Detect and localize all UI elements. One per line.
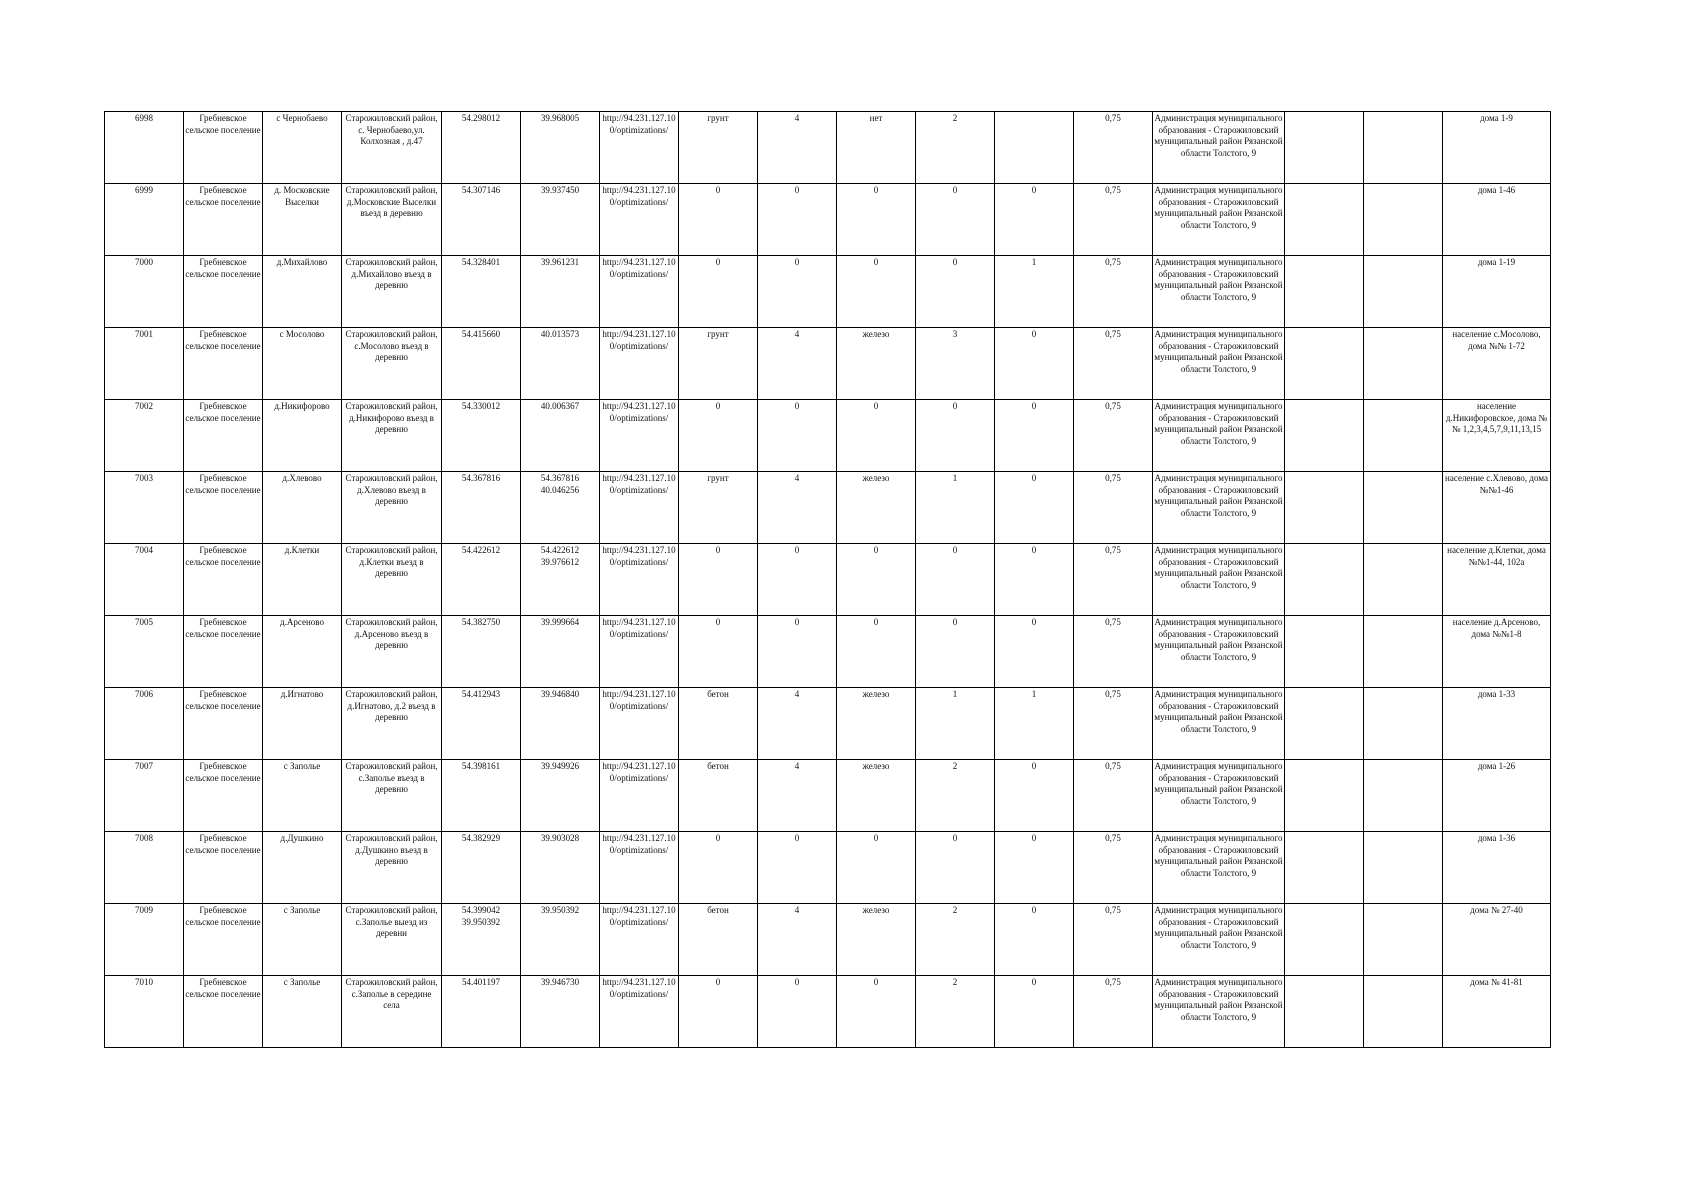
cell-url: http://94.231.127.10 0/optimizations/ [600,688,679,760]
cell-surface: грунт [679,112,758,184]
cell-owner: Администрация муниципального образования - Старожиловский муниципальный район Рязанской области Толстого, 9 [1153,328,1285,400]
cell-extra: 1 [995,688,1074,760]
cell-owner: Администрация муниципального образования - Старожиловский муниципальный район Рязанской области Толстого, 9 [1153,472,1285,544]
cell-address: Старожиловский район, д.Арсеново въезд в деревню [342,616,442,688]
cell-served: дома 1-9 [1443,112,1551,184]
cell-longitude: 39.903028 [521,832,600,904]
cell-url: http://94.231.127.10 0/optimizations/ [600,760,679,832]
cell-site-id: 6998 [105,112,184,184]
cell-served: население с.Мосолово, дома №№ 1-72 [1443,328,1551,400]
cell-longitude: 54.422612 39.976612 [521,544,600,616]
cell-locality: с Чернобаево [263,112,342,184]
cell-extra: 0 [995,544,1074,616]
cell-blank-2 [1364,616,1443,688]
cell-containers: 2 [916,760,995,832]
cell-extra: 1 [995,256,1074,328]
cell-owner: Администрация муниципального образования - Старожиловский муниципальный район Рязанской области Толстого, 9 [1153,616,1285,688]
cell-fence: железо [837,904,916,976]
cell-latitude: 54.298012 [442,112,521,184]
cell-locality: д.Михайлово [263,256,342,328]
cell-url: http://94.231.127.10 0/optimizations/ [600,472,679,544]
cell-blank-2 [1364,256,1443,328]
cell-fence: нет [837,112,916,184]
cell-blank-2 [1364,688,1443,760]
cell-address: Старожиловский район, с.Заполье выезд из деревни [342,904,442,976]
cell-blank-2 [1364,112,1443,184]
cell-locality: д.Клетки [263,544,342,616]
cell-address: Старожиловский район, с. Чернобаево,ул. Колхозная , д.47 [342,112,442,184]
cell-served: дома 1-36 [1443,832,1551,904]
cell-blank-1 [1285,184,1364,256]
cell-settlement: Гребневское сельское поселение [184,616,263,688]
cell-area: 4 [758,472,837,544]
cell-latitude: 54.307146 [442,184,521,256]
cell-extra: 0 [995,184,1074,256]
cell-blank-1 [1285,832,1364,904]
cell-latitude: 54.367816 [442,472,521,544]
cell-blank-1 [1285,400,1364,472]
cell-area: 4 [758,904,837,976]
cell-site-id: 7001 [105,328,184,400]
cell-latitude: 54.415660 [442,328,521,400]
cell-site-id: 7003 [105,472,184,544]
cell-site-id: 7007 [105,760,184,832]
cell-blank-2 [1364,904,1443,976]
cell-blank-1 [1285,256,1364,328]
cell-address: Старожиловский район, д.Хлевово въезд в деревню [342,472,442,544]
cell-volume: 0,75 [1074,472,1153,544]
cell-latitude: 54.401197 [442,976,521,1048]
cell-area: 0 [758,616,837,688]
cell-owner: Администрация муниципального образования - Старожиловский муниципальный район Рязанской области Толстого, 9 [1153,904,1285,976]
cell-surface: 0 [679,184,758,256]
cell-latitude: 54.330012 [442,400,521,472]
cell-blank-2 [1364,760,1443,832]
cell-site-id: 7005 [105,616,184,688]
cell-containers: 1 [916,688,995,760]
cell-containers: 0 [916,832,995,904]
table-row [105,256,1551,328]
cell-fence: 0 [837,184,916,256]
cell-fence: 0 [837,400,916,472]
cell-longitude: 39.999664 [521,616,600,688]
cell-area: 0 [758,976,837,1048]
table-body [105,112,1551,1048]
cell-surface: грунт [679,328,758,400]
cell-settlement: Гребневское сельское поселение [184,832,263,904]
cell-volume: 0,75 [1074,184,1153,256]
cell-containers: 3 [916,328,995,400]
cell-url: http://94.231.127.10 0/optimizations/ [600,544,679,616]
cell-blank-2 [1364,400,1443,472]
cell-volume: 0,75 [1074,616,1153,688]
cell-blank-2 [1364,328,1443,400]
cell-address: Старожиловский район, д.Игнатово, д.2 въезд в деревню [342,688,442,760]
cell-containers: 0 [916,256,995,328]
cell-containers: 2 [916,976,995,1048]
cell-owner: Администрация муниципального образования - Старожиловский муниципальный район Рязанской области Толстого, 9 [1153,184,1285,256]
cell-address: Старожиловский район, с.Мосолово въезд в деревню [342,328,442,400]
cell-locality: д.Арсеново [263,616,342,688]
cell-extra: 0 [995,904,1074,976]
cell-latitude: 54.382929 [442,832,521,904]
cell-blank-2 [1364,544,1443,616]
cell-latitude: 54.399042 39.950392 [442,904,521,976]
cell-surface: 0 [679,832,758,904]
cell-area: 0 [758,544,837,616]
waste-sites-table [104,111,1551,1048]
cell-containers: 0 [916,184,995,256]
cell-longitude: 40.006367 [521,400,600,472]
cell-extra [995,112,1074,184]
cell-blank-1 [1285,904,1364,976]
cell-fence: 0 [837,544,916,616]
cell-longitude: 39.950392 [521,904,600,976]
table-row [105,112,1551,184]
cell-extra: 0 [995,400,1074,472]
cell-locality: с Заполье [263,976,342,1048]
cell-settlement: Гребневское сельское поселение [184,688,263,760]
cell-volume: 0,75 [1074,328,1153,400]
cell-blank-1 [1285,976,1364,1048]
cell-settlement: Гребневское сельское поселение [184,328,263,400]
cell-extra: 0 [995,976,1074,1048]
cell-fence: 0 [837,976,916,1048]
cell-settlement: Гребневское сельское поселение [184,544,263,616]
cell-area: 4 [758,760,837,832]
cell-url: http://94.231.127.10 0/optimizations/ [600,832,679,904]
cell-address: Старожиловский район, с.Заполье в середине села [342,976,442,1048]
cell-longitude: 39.946840 [521,688,600,760]
cell-volume: 0,75 [1074,256,1153,328]
cell-settlement: Гребневское сельское поселение [184,112,263,184]
cell-volume: 0,75 [1074,688,1153,760]
cell-blank-1 [1285,688,1364,760]
cell-surface: бетон [679,688,758,760]
cell-address: Старожиловский район, д.Никифорово въезд в деревню [342,400,442,472]
cell-area: 0 [758,256,837,328]
cell-area: 0 [758,832,837,904]
cell-site-id: 7000 [105,256,184,328]
cell-extra: 0 [995,832,1074,904]
cell-blank-1 [1285,616,1364,688]
cell-served: дома № 41-81 [1443,976,1551,1048]
cell-site-id: 7004 [105,544,184,616]
cell-owner: Администрация муниципального образования - Старожиловский муниципальный район Рязанской области Толстого, 9 [1153,688,1285,760]
cell-settlement: Гребневское сельское поселение [184,400,263,472]
cell-owner: Администрация муниципального образования - Старожиловский муниципальный район Рязанской области Толстого, 9 [1153,544,1285,616]
cell-containers: 0 [916,544,995,616]
cell-blank-1 [1285,472,1364,544]
cell-blank-1 [1285,328,1364,400]
cell-served: дома № 27-40 [1443,904,1551,976]
cell-settlement: Гребневское сельское поселение [184,904,263,976]
table-row [105,544,1551,616]
table-row [105,472,1551,544]
cell-url: http://94.231.127.10 0/optimizations/ [600,256,679,328]
cell-address: Старожиловский район, с.Заполье въезд в деревню [342,760,442,832]
cell-settlement: Гребневское сельское поселение [184,760,263,832]
cell-fence: железо [837,688,916,760]
cell-fence: железо [837,760,916,832]
cell-served: население д.Арсеново, дома №№1-8 [1443,616,1551,688]
cell-locality: с Заполье [263,904,342,976]
cell-served: дома 1-19 [1443,256,1551,328]
cell-url: http://94.231.127.10 0/optimizations/ [600,400,679,472]
cell-area: 0 [758,400,837,472]
cell-area: 4 [758,688,837,760]
cell-blank-1 [1285,112,1364,184]
cell-url: http://94.231.127.10 0/optimizations/ [600,328,679,400]
cell-owner: Администрация муниципального образования - Старожиловский муниципальный район Рязанской области Толстого, 9 [1153,760,1285,832]
cell-fence: 0 [837,616,916,688]
cell-volume: 0,75 [1074,112,1153,184]
cell-area: 4 [758,112,837,184]
cell-site-id: 7006 [105,688,184,760]
cell-volume: 0,75 [1074,904,1153,976]
cell-longitude: 39.937450 [521,184,600,256]
cell-fence: 0 [837,256,916,328]
cell-blank-2 [1364,976,1443,1048]
cell-locality: д. Московские Выселки [263,184,342,256]
table-row [105,832,1551,904]
cell-surface: 0 [679,400,758,472]
table-row [105,328,1551,400]
cell-containers: 1 [916,472,995,544]
table-row [105,760,1551,832]
cell-blank-2 [1364,472,1443,544]
cell-served: население д.Клетки, дома №№1-44, 102а [1443,544,1551,616]
cell-address: Старожиловский район, д.Московские Выселки въезд в деревню [342,184,442,256]
cell-longitude: 54.367816 40.046256 [521,472,600,544]
table-row [105,976,1551,1048]
cell-surface: 0 [679,616,758,688]
cell-surface: 0 [679,256,758,328]
cell-owner: Администрация муниципального образования - Старожиловский муниципальный район Рязанской области Толстого, 9 [1153,832,1285,904]
cell-containers: 0 [916,616,995,688]
cell-site-id: 7008 [105,832,184,904]
cell-settlement: Гребневское сельское поселение [184,184,263,256]
cell-fence: железо [837,328,916,400]
cell-owner: Администрация муниципального образования - Старожиловский муниципальный район Рязанской области Толстого, 9 [1153,400,1285,472]
cell-volume: 0,75 [1074,760,1153,832]
cell-locality: с Мосолово [263,328,342,400]
cell-locality: д.Хлевово [263,472,342,544]
cell-volume: 0,75 [1074,400,1153,472]
cell-latitude: 54.398161 [442,760,521,832]
table-row [105,184,1551,256]
cell-served: дома 1-26 [1443,760,1551,832]
cell-owner: Администрация муниципального образования - Старожиловский муниципальный район Рязанской области Толстого, 9 [1153,112,1285,184]
cell-volume: 0,75 [1074,832,1153,904]
cell-surface: бетон [679,904,758,976]
cell-latitude: 54.422612 [442,544,521,616]
cell-settlement: Гребневское сельское поселение [184,976,263,1048]
cell-address: Старожиловский район, д.Михайлово въезд в деревню [342,256,442,328]
cell-extra: 0 [995,760,1074,832]
cell-address: Старожиловский район, д.Клетки въезд в деревню [342,544,442,616]
cell-extra: 0 [995,616,1074,688]
table-row [105,904,1551,976]
cell-locality: д.Игнатово [263,688,342,760]
cell-site-id: 7009 [105,904,184,976]
cell-blank-1 [1285,760,1364,832]
cell-containers: 2 [916,112,995,184]
cell-site-id: 7002 [105,400,184,472]
cell-latitude: 54.382750 [442,616,521,688]
cell-locality: с Заполье [263,760,342,832]
cell-url: http://94.231.127.10 0/optimizations/ [600,976,679,1048]
table-row [105,400,1551,472]
cell-site-id: 7010 [105,976,184,1048]
cell-longitude: 39.949926 [521,760,600,832]
cell-longitude: 39.968005 [521,112,600,184]
cell-settlement: Гребневское сельское поселение [184,472,263,544]
cell-settlement: Гребневское сельское поселение [184,256,263,328]
cell-url: http://94.231.127.10 0/optimizations/ [600,616,679,688]
cell-area: 4 [758,328,837,400]
cell-containers: 0 [916,400,995,472]
cell-served: население д.Никифоровское, дома №№ 1,2,3,4,5,7,9,11,13,15 [1443,400,1551,472]
cell-latitude: 54.412943 [442,688,521,760]
cell-latitude: 54.328401 [442,256,521,328]
cell-containers: 2 [916,904,995,976]
cell-owner: Администрация муниципального образования - Старожиловский муниципальный район Рязанской области Толстого, 9 [1153,976,1285,1048]
cell-url: http://94.231.127.10 0/optimizations/ [600,904,679,976]
table-row [105,688,1551,760]
cell-served: население с.Хлевово, дома №№1-46 [1443,472,1551,544]
cell-surface: 0 [679,544,758,616]
cell-longitude: 39.946730 [521,976,600,1048]
cell-longitude: 40.013573 [521,328,600,400]
cell-blank-2 [1364,832,1443,904]
cell-served: дома 1-33 [1443,688,1551,760]
cell-blank-2 [1364,184,1443,256]
cell-blank-1 [1285,544,1364,616]
cell-area: 0 [758,184,837,256]
cell-fence: 0 [837,832,916,904]
cell-fence: железо [837,472,916,544]
cell-address: Старожиловский район, д.Душкино въезд в деревню [342,832,442,904]
cell-owner: Администрация муниципального образования - Старожиловский муниципальный район Рязанской области Толстого, 9 [1153,256,1285,328]
cell-served: дома 1-46 [1443,184,1551,256]
cell-locality: д.Душкино [263,832,342,904]
cell-surface: 0 [679,976,758,1048]
cell-longitude: 39.961231 [521,256,600,328]
cell-surface: бетон [679,760,758,832]
cell-volume: 0,75 [1074,544,1153,616]
cell-url: http://94.231.127.10 0/optimizations/ [600,112,679,184]
table-row [105,616,1551,688]
cell-locality: д.Никифорово [263,400,342,472]
cell-site-id: 6999 [105,184,184,256]
cell-volume: 0,75 [1074,976,1153,1048]
cell-extra: 0 [995,472,1074,544]
cell-surface: грунт [679,472,758,544]
cell-url: http://94.231.127.10 0/optimizations/ [600,184,679,256]
cell-extra: 0 [995,328,1074,400]
